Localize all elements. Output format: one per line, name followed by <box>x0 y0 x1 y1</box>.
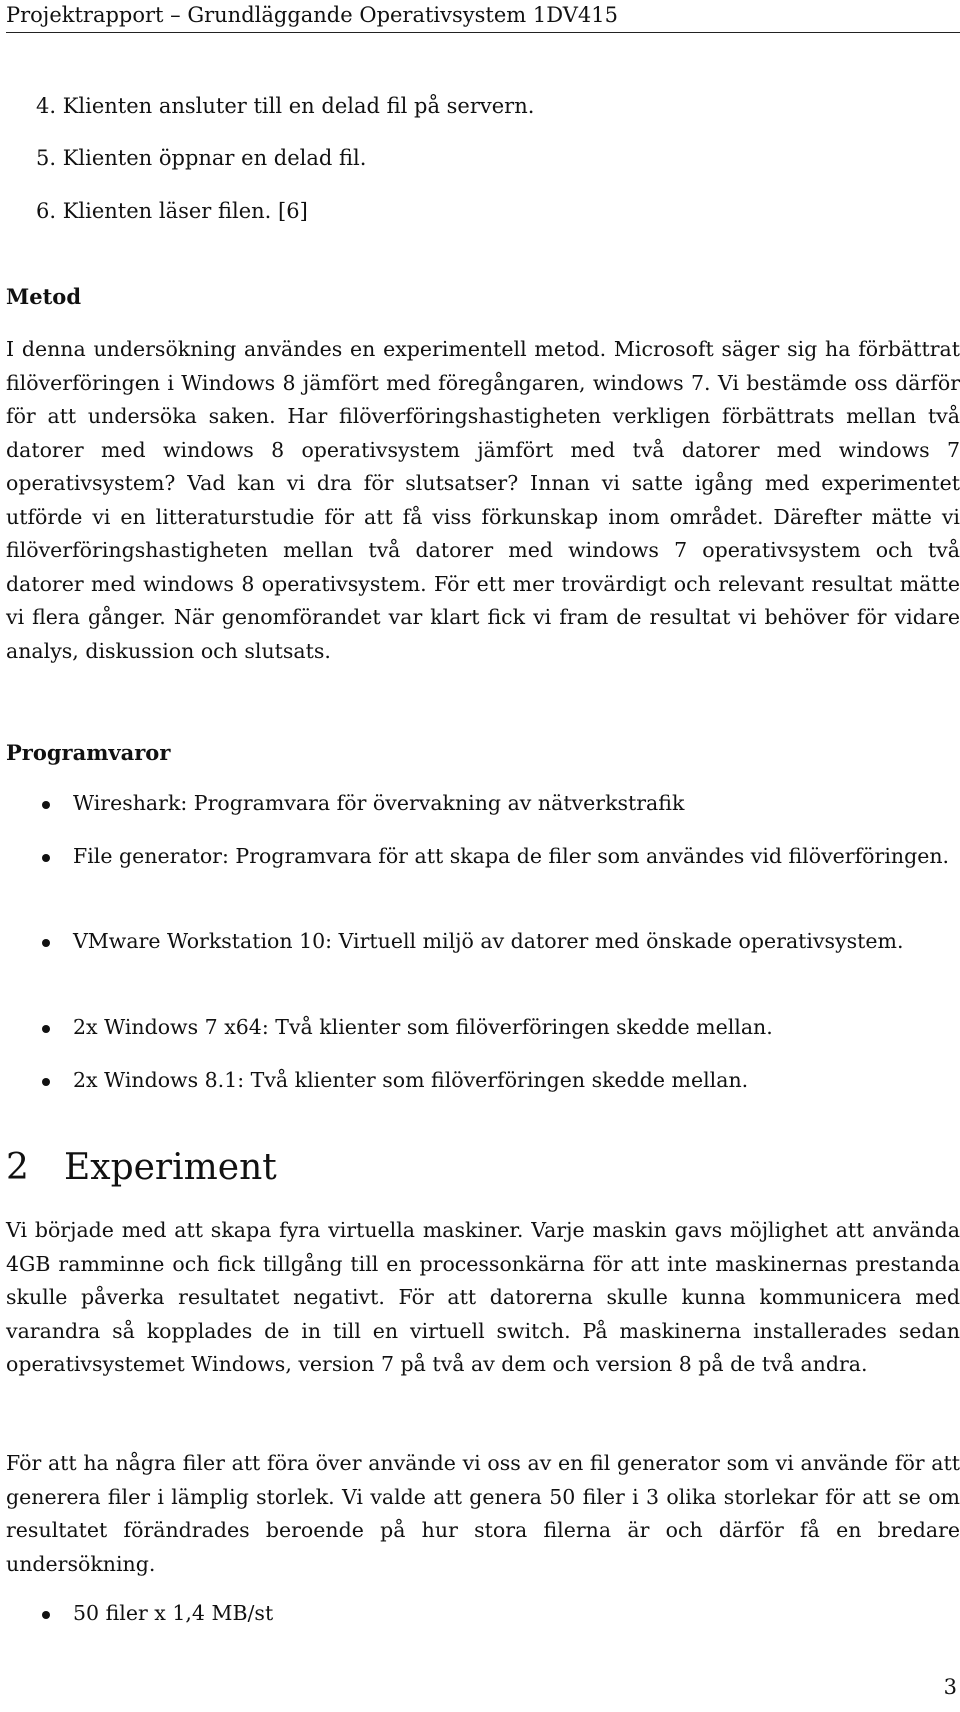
list-item-text: 2x Windows 8.1: Två klienter som filöverföringen skedde mellan. <box>73 1068 749 1092</box>
experiment-paragraph-2: För att ha några filer att föra över använde vi oss av en fil generator som vi använde för att generera filer i lämplig storlek. Vi valde att genera 50 filer i 3 olika storlekar för att se om resultatet förändrades beroende på hur stora filerna är och därför få en bredare undersökning. <box>6 1451 960 1576</box>
list-item: 5. Klienten öppnar en delad fil. <box>36 146 367 170</box>
section-title <box>6 1146 277 1190</box>
list-item-text: 50 filer x 1,4 MB/st <box>73 1601 274 1625</box>
list-item: 6. Klienten läser filen. [6] <box>36 199 308 223</box>
list-item-text: 2x Windows 7 x64: Två klienter som filöverföringen skedde mellan. <box>73 1015 773 1039</box>
section-number: 2 <box>6 1147 29 1188</box>
section-title-text: Experiment <box>64 1147 277 1188</box>
list-item: 4. Klienten ansluter till en delad fil på servern. <box>36 94 535 118</box>
bullet-icon <box>42 1025 50 1033</box>
page-number: 3 <box>943 1675 957 1699</box>
list-item-text: Wireshark: Programvara för övervakning av nätverkstrafik <box>73 791 685 815</box>
list-item-text: VMware Workstation 10: Virtuell miljö av datorer med önskade operativsystem. <box>73 929 904 953</box>
software-heading: Programvaror <box>6 740 171 765</box>
bullet-icon <box>42 854 50 862</box>
bullet-icon <box>42 801 50 809</box>
list-item-text: File generator: Programvara för att skapa de filer som användes vid filöverföringen. <box>73 844 950 868</box>
experiment-paragraph-1: Vi började med att skapa fyra virtuella maskiner. Varje maskin gavs möjlighet att använda 4GB ramminne och fick tillgång till en processonkärna för att inte maskinernas prestanda skulle påverka resultatet negativt. För att datorerna skulle kunna kommunicera med varandra så kopplades de in till en virtuell switch. På maskinerna installerades sedan operativsystemet Windows, version 7 på två av dem och version 8 på de två andra. <box>6 1218 960 1376</box>
method-heading: Metod <box>6 284 81 309</box>
bullet-icon <box>42 1611 50 1619</box>
running-header: Projektrapport – Grundläggande Operativsystem 1DV415 <box>6 0 960 33</box>
method-paragraph: I denna undersökning användes en experimentell metod. Microsoft säger sig ha förbättrat filöverföringen i Windows 8 jämfört med föregångaren, windows 7. Vi bestämde oss därför för att undersöka saken. Har filöverföringshastigheten verkligen förbättrats mellan två datorer med windows 8 operativsystem jämfört med två datorer med windows 7 operativsystem? Vad kan vi dra för slutsatser? Innan vi satte igång med experimentet utförde vi en litteraturstudie för att få viss förkunskap inom området. Därefter mätte vi filöverföringshastigheten mellan två datorer med windows 7 operativsystem och två datorer med windows 8 operativsystem. För ett mer trovärdigt och relevant resultat mätte vi flera gånger. När genomförandet var klart fick vi fram de resultat vi behöver för vidare analys, diskussion och slutsats. <box>6 337 960 663</box>
bullet-icon <box>42 939 50 947</box>
bullet-icon <box>42 1078 50 1086</box>
